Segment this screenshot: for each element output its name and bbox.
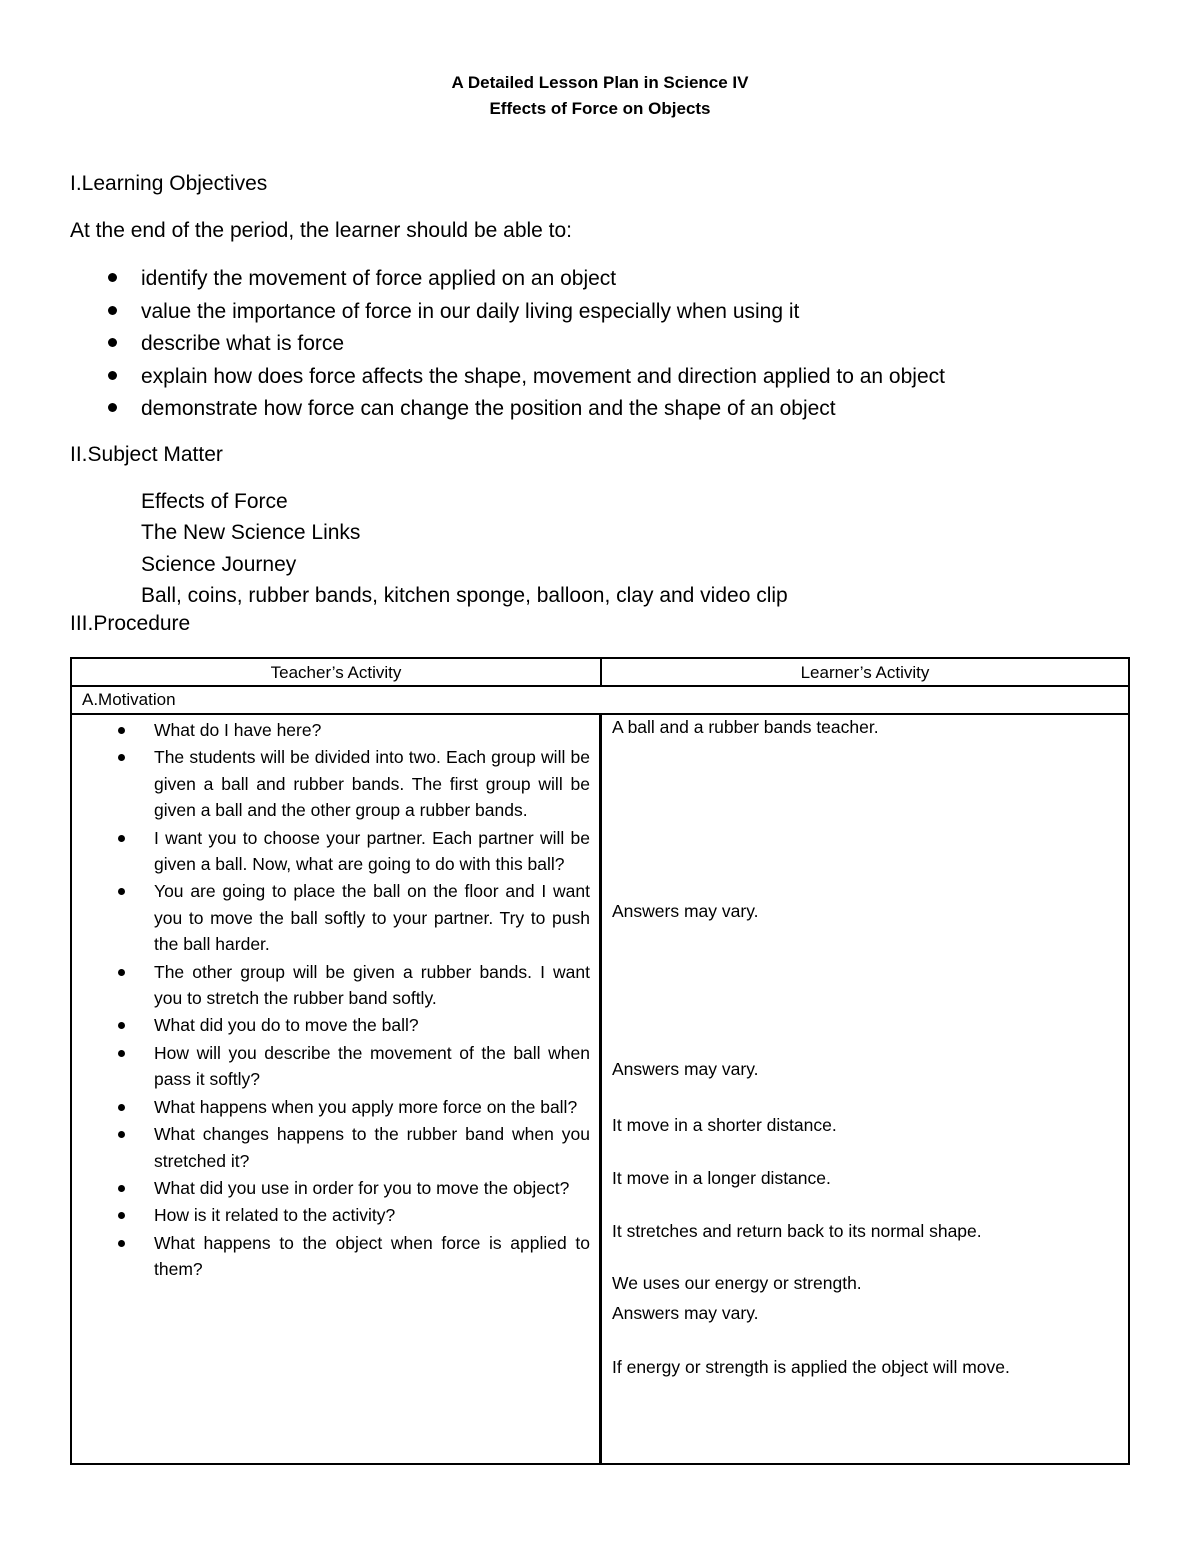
bullet-icon [108,306,117,315]
table-row: You are going to place the ball on the floor and I want you to move the ball softly to your partner. Try to push the ball harder. [112,878,590,957]
table-row: I want you to choose your partner. Each partner will be given a ball. Now, what are going to do with this ball? [112,825,590,878]
table-row: What did you do to move the ball? [112,1012,590,1038]
procedure-heading: III.Procedure [70,612,191,635]
document-subtitle: Effects of Force on Objects [489,99,711,118]
objectives-intro: At the end of the period, the learner should be able to: [70,219,573,242]
column-divider [599,715,602,1463]
motivation-row: A.Motivation [72,687,1128,715]
learner-answer: Answers may vary. [612,1303,759,1323]
table-row: What changes happens to the rubber band when you stretched it? [112,1121,590,1174]
bullet-icon [108,273,117,282]
bullet-icon [108,371,117,380]
learner-answer: Answers may vary. [612,901,759,921]
teacher-activity-list [112,717,590,1284]
table-header-row [72,659,1128,687]
list-item: Effects of Force [141,490,288,513]
bullet-icon [108,338,117,347]
bullet-icon [118,754,125,761]
procedure-table [70,657,1130,1465]
learner-answer: It move in a longer distance. [612,1168,831,1188]
bullet-icon [118,1212,125,1219]
bullet-icon [118,727,125,734]
bullet-icon [118,1104,125,1111]
table-row: The students will be divided into two. Each group will be given a ball and rubber bands. The first group will be given a ball and the other group a rubber bands. [112,744,590,823]
table-row: How will you describe the movement of the ball when pass it softly? [112,1040,590,1093]
bullet-icon [118,888,125,895]
table-row: What happens to the object when force is applied to them? [112,1230,590,1283]
bullet-icon [108,403,117,412]
list-item: The New Science Links [141,521,361,545]
teacher-activity-header: Teacher’s Activity [270,663,402,682]
subject-matter-heading: II.Subject Matter [70,443,223,466]
learner-answer: A ball and a rubber bands teacher. [612,717,879,737]
learning-objectives-heading: I.Learning Objectives [70,172,268,195]
learner-answer: It stretches and return back to its normal shape. [612,1221,982,1241]
objectives-list [108,266,945,429]
bullet-icon [118,1022,125,1029]
list-item: describe what is force [108,331,945,364]
bullet-icon [118,1131,125,1138]
list-item: value the importance of force in our daily living especially when using it [108,299,945,332]
table-row: How is it related to the activity? [112,1202,590,1228]
list-item: Ball, coins, rubber bands, kitchen sponge, balloon, clay and video clip [141,583,788,607]
bullet-icon [118,969,125,976]
list-item: explain how does force affects the shape, movement and direction applied to an object [108,364,945,397]
subject-matter-list [141,489,788,614]
table-row: What happens when you apply more force on the ball? [112,1094,590,1120]
list-item: demonstrate how force can change the position and the shape of an object [108,396,945,429]
table-row: What do I have here? [112,717,590,743]
list-item: identify the movement of force applied on an object [108,266,945,299]
bullet-icon [118,1050,125,1057]
learner-answer: Answers may vary. [612,1059,759,1079]
table-row: The other group will be given a rubber bands. I want you to stretch the rubber band softly. [112,959,590,1012]
table-row: What did you use in order for you to move the object? [112,1175,590,1201]
bullet-icon [118,835,125,842]
learner-activity-header: Learner’s Activity [800,663,930,682]
bullet-icon [118,1240,125,1247]
bullet-icon [118,1185,125,1192]
learner-answer: If energy or strength is applied the object will move. [612,1357,1010,1377]
learner-answer: It move in a shorter distance. [612,1115,837,1135]
list-item: Science Journey [141,552,297,576]
document-title: A Detailed Lesson Plan in Science IV [451,73,749,92]
learner-answer: We uses our energy or strength. [612,1273,862,1293]
